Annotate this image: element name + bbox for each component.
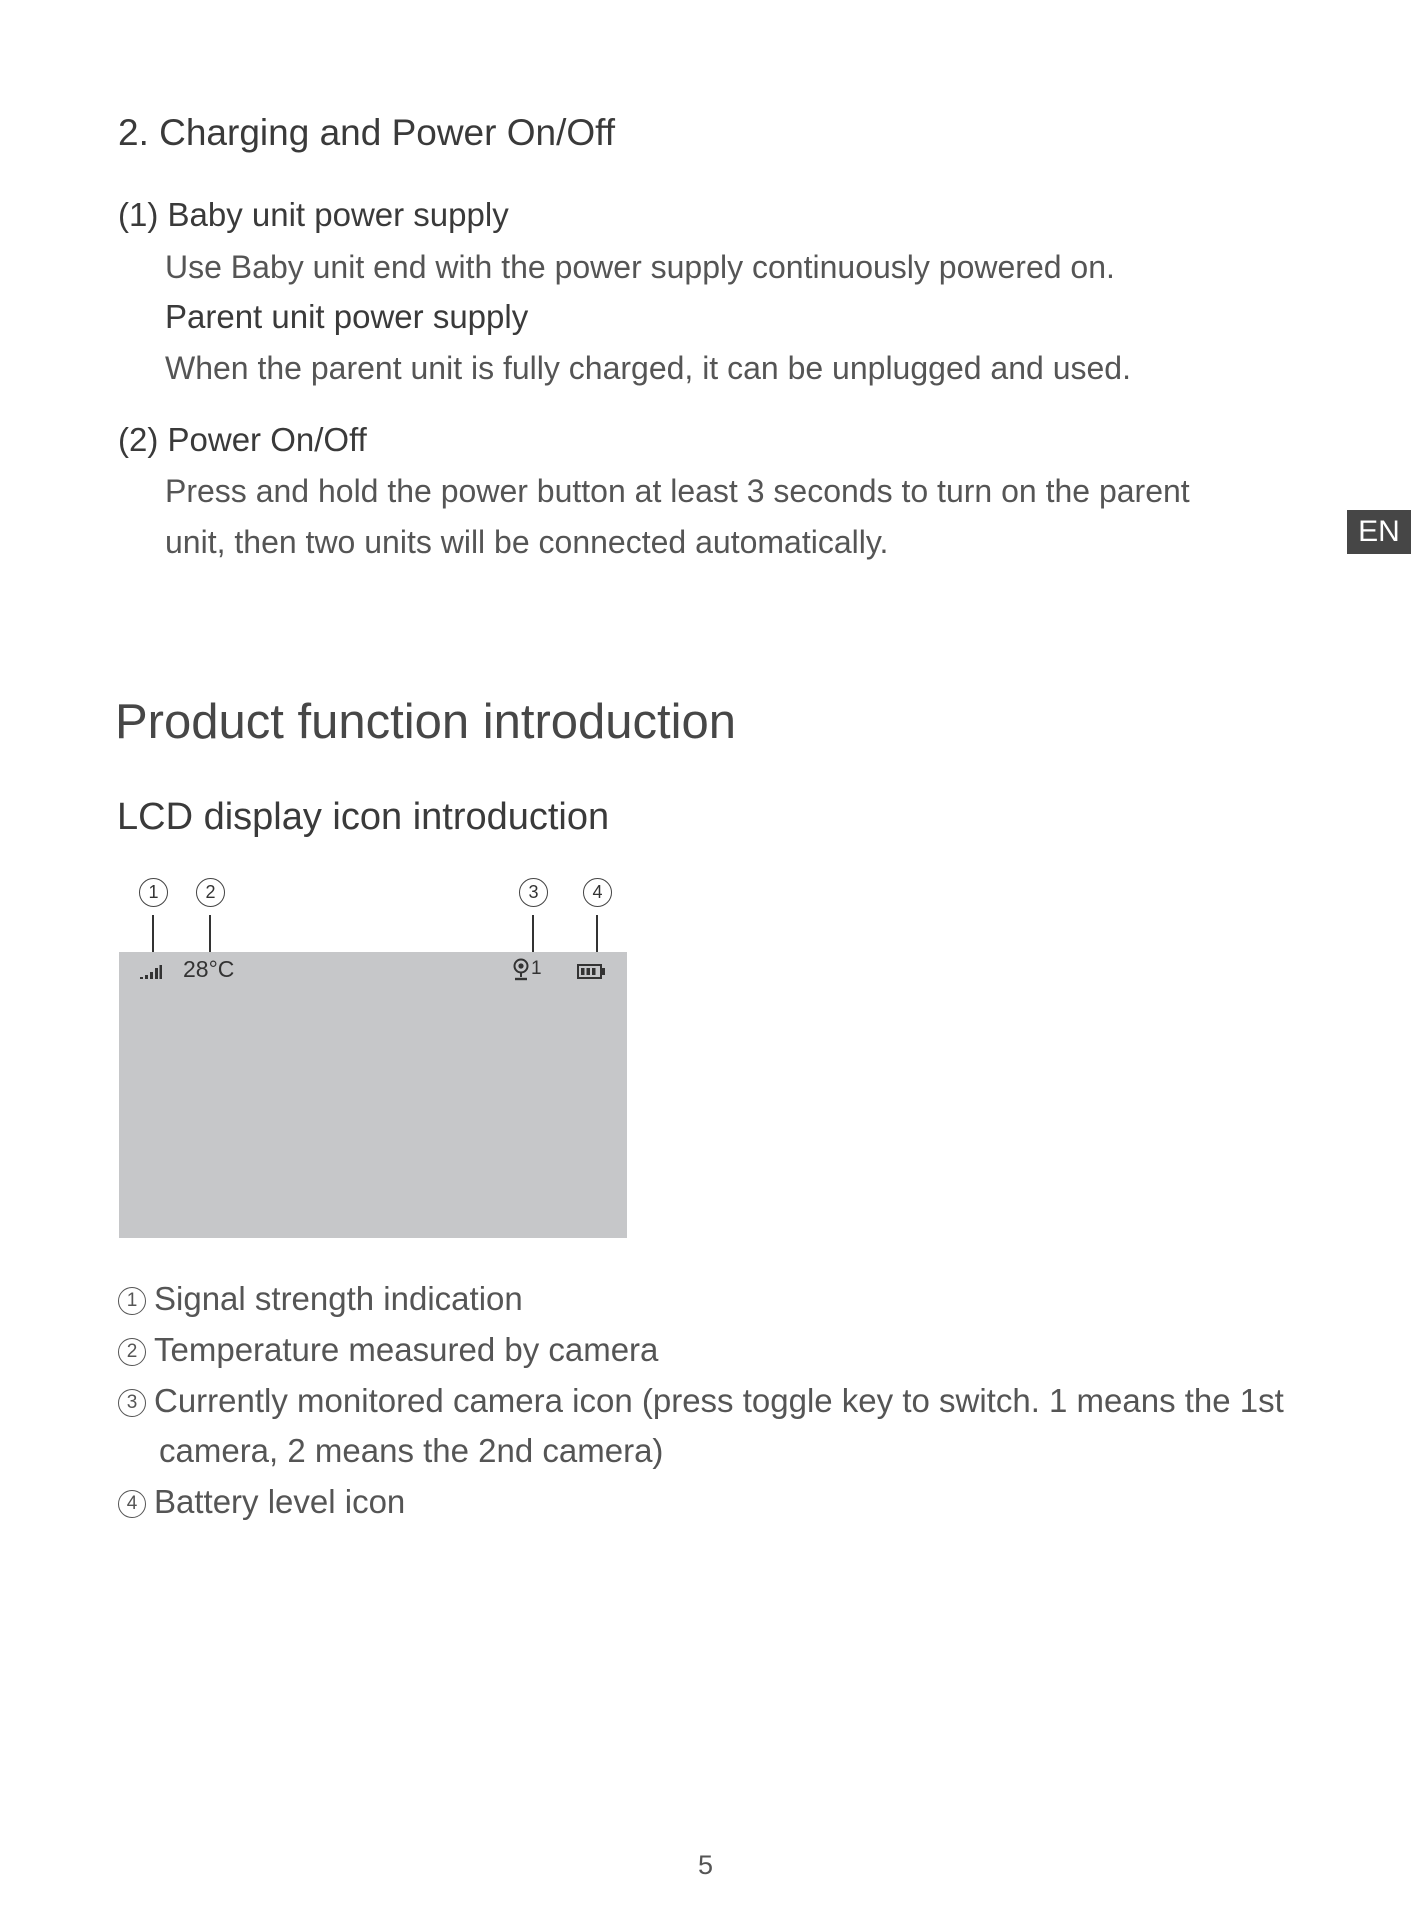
page-number: 5 [697, 1850, 714, 1880]
callout-2: 2 [196, 878, 225, 907]
legend-text-2: Temperature measured by camera [154, 1331, 659, 1368]
leader-line-3 [532, 915, 534, 956]
temperature-readout: 28°C [183, 956, 235, 982]
power-onoff-line1: Press and hold the power button at least 3 seconds to turn on the parent [165, 473, 1190, 509]
callout-4: 4 [583, 878, 612, 907]
battery-icon [577, 964, 607, 980]
legend-item-3 [118, 1382, 1284, 1420]
camera-icon [512, 958, 530, 982]
section-title: 2. Charging and Power On/Off [118, 112, 616, 153]
legend-text-3: Currently monitored camera icon (press toggle key to switch. 1 means the 1st [154, 1382, 1284, 1419]
product-title: Product function introduction [115, 695, 737, 749]
legend-num-3: 3 [118, 1389, 146, 1417]
callout-1: 1 [139, 878, 168, 907]
legend-text-1: Signal strength indication [154, 1280, 523, 1317]
lcd-title: LCD display icon introduction [117, 796, 610, 838]
power-onoff-heading: (2) Power On/Off [118, 421, 367, 458]
camera-number: 1 [531, 958, 542, 979]
language-tab: EN [1347, 510, 1411, 554]
leader-line-4 [596, 915, 598, 956]
legend-text-4: Battery level icon [154, 1483, 406, 1520]
signal-strength-icon [139, 964, 163, 980]
baby-unit-text: Use Baby unit end with the power supply continuously powered on. [165, 249, 1115, 285]
parent-unit-heading: Parent unit power supply [165, 298, 529, 335]
callout-3: 3 [519, 878, 548, 907]
legend-num-1: 1 [118, 1287, 146, 1315]
lcd-screen [119, 952, 627, 1238]
legend-item-1 [118, 1280, 523, 1318]
legend-item-4 [118, 1483, 405, 1521]
legend-num-4: 4 [118, 1490, 146, 1518]
parent-unit-text: When the parent unit is fully charged, it can be unplugged and used. [165, 350, 1131, 386]
legend-num-2: 2 [118, 1338, 146, 1366]
legend-item-3-cont: camera, 2 means the 2nd camera) [159, 1432, 664, 1469]
leader-line-2 [209, 915, 211, 956]
legend-item-2 [118, 1331, 658, 1369]
leader-line-1 [152, 915, 154, 956]
power-onoff-line2: unit, then two units will be connected automatically. [165, 524, 889, 560]
baby-unit-heading: (1) Baby unit power supply [118, 196, 509, 233]
